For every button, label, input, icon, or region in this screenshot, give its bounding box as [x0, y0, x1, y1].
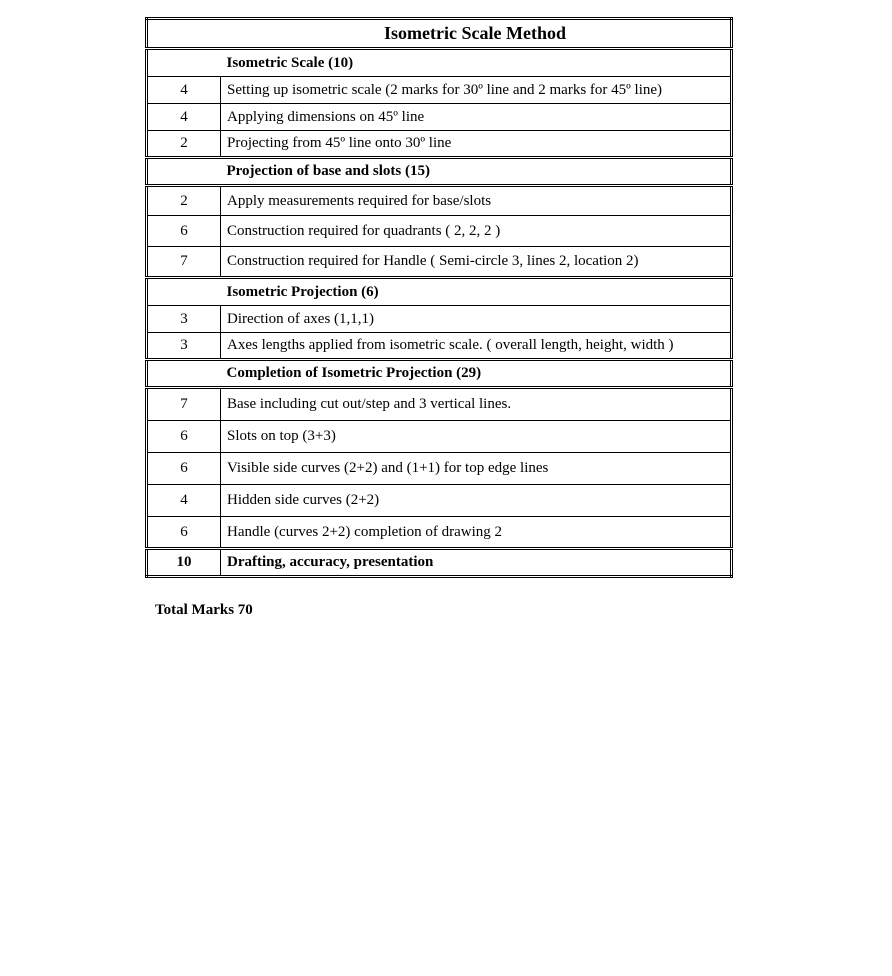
mark-cell: 2: [147, 186, 221, 216]
section-mark-cell: [147, 49, 221, 77]
total-marks: Total Marks 70: [155, 602, 253, 618]
criterion-cell: Slots on top (3+3): [221, 421, 732, 453]
section-mark-cell: [147, 158, 221, 186]
section-heading: Completion of Isometric Projection (29): [221, 360, 732, 388]
section-mark-cell: [147, 278, 221, 306]
mark-cell: 6: [147, 517, 221, 549]
section-heading-row: [147, 360, 732, 388]
section-heading-row: [147, 158, 732, 186]
criterion-cell: Direction of axes (1,1,1): [221, 306, 732, 333]
mark-cell: 7: [147, 247, 221, 278]
table-row: [147, 77, 732, 104]
marking-scheme-table: [145, 17, 733, 578]
mark-cell: 6: [147, 421, 221, 453]
criterion-cell: Applying dimensions on 45º line: [221, 104, 732, 131]
final-mark-cell: 10: [147, 549, 221, 577]
mark-cell: 6: [147, 216, 221, 247]
criterion-cell: Apply measurements required for base/slots: [221, 186, 732, 216]
mark-cell: 6: [147, 453, 221, 485]
criterion-cell: Handle (curves 2+2) completion of drawing 2: [221, 517, 732, 549]
section-mark-cell: [147, 360, 221, 388]
table-row: [147, 186, 732, 216]
final-row: [147, 549, 732, 577]
criterion-cell: Projecting from 45º line onto 30º line: [221, 131, 732, 158]
mark-cell: 3: [147, 333, 221, 360]
table-row: [147, 421, 732, 453]
criterion-cell: Base including cut out/step and 3 vertical lines.: [221, 388, 732, 421]
table-row: [147, 216, 732, 247]
table-row: [147, 517, 732, 549]
mark-cell: 4: [147, 77, 221, 104]
mark-cell: 4: [147, 485, 221, 517]
section-heading: Isometric Projection (6): [221, 278, 732, 306]
criterion-cell: Construction required for quadrants ( 2, 2, 2 ): [221, 216, 732, 247]
mark-cell: 2: [147, 131, 221, 158]
table-title-row: [147, 19, 732, 49]
table-row: [147, 485, 732, 517]
table-row: [147, 247, 732, 278]
section-heading-row: [147, 278, 732, 306]
final-criterion-cell: Drafting, accuracy, presentation: [221, 549, 732, 577]
table-row: [147, 306, 732, 333]
criterion-cell: Axes lengths applied from isometric scale. ( overall length, height, width ): [221, 333, 732, 360]
mark-cell: 7: [147, 388, 221, 421]
table-row: [147, 333, 732, 360]
table-row: [147, 388, 732, 421]
section-heading-row: [147, 49, 732, 77]
table-row: [147, 131, 732, 158]
table-row: [147, 453, 732, 485]
section-heading: Isometric Scale (10): [221, 49, 732, 77]
section-heading: Projection of base and slots (15): [221, 158, 732, 186]
criterion-cell: Construction required for Handle ( Semi-circle 3, lines 2, location 2): [221, 247, 732, 278]
mark-cell: 4: [147, 104, 221, 131]
table-title: Isometric Scale Method: [147, 19, 732, 49]
criterion-cell: Hidden side curves (2+2): [221, 485, 732, 517]
criterion-cell: Setting up isometric scale (2 marks for 30º line and 2 marks for 45º line): [221, 77, 732, 104]
mark-cell: 3: [147, 306, 221, 333]
table-row: [147, 104, 732, 131]
criterion-cell: Visible side curves (2+2) and (1+1) for top edge lines: [221, 453, 732, 485]
